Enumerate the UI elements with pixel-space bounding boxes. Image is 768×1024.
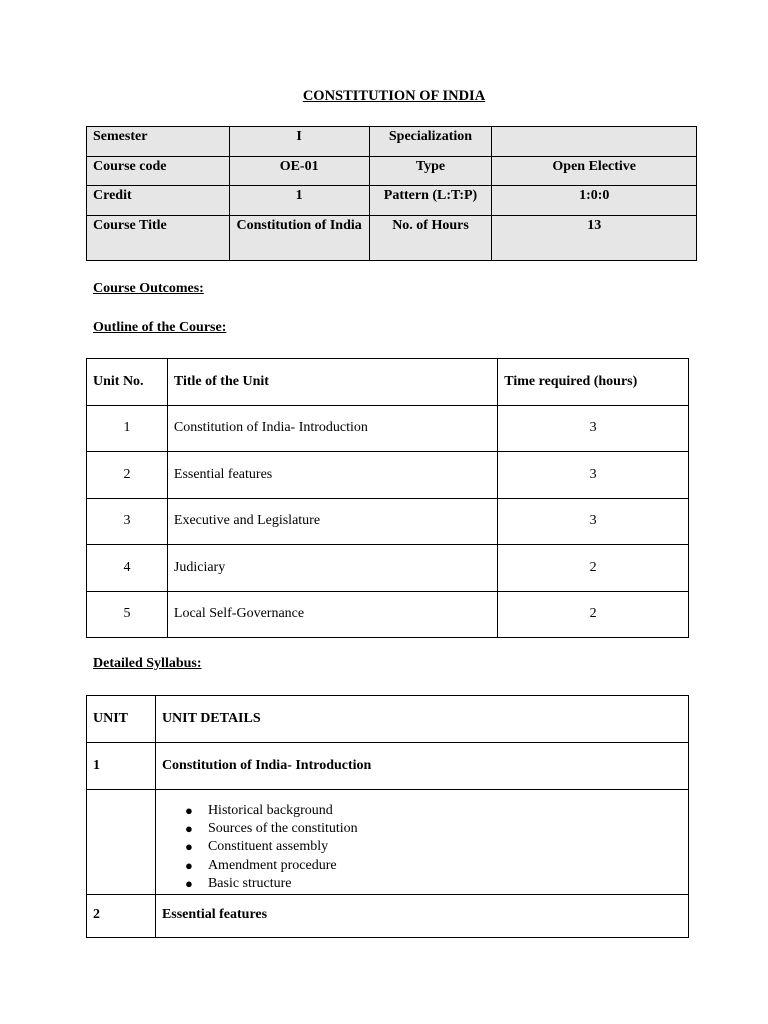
- syllabus-header-row: [87, 696, 689, 743]
- unit-title: Constitution of India- Introduction: [155, 743, 688, 790]
- topics-cell: [155, 790, 688, 895]
- table-row: [87, 591, 689, 638]
- unit-number: 1: [87, 405, 168, 452]
- list-item: [184, 838, 682, 856]
- info-label: No. of Hours: [369, 215, 492, 260]
- table-row: [87, 545, 689, 592]
- outline-heading: Outline of the Course:: [93, 320, 227, 335]
- topic-text: Historical background: [207, 803, 333, 818]
- bullet-icon: ●: [184, 875, 193, 891]
- column-header: Time required (hours): [498, 359, 689, 406]
- unit-number: 2: [87, 895, 156, 938]
- info-label: Semester: [87, 127, 230, 157]
- list-item: [184, 820, 682, 838]
- unit-title: Executive and Legislature: [167, 498, 497, 545]
- info-label: Credit: [87, 186, 230, 216]
- topic-text: Sources of the constitution: [207, 821, 358, 837]
- table-row: [87, 452, 689, 499]
- info-value: OE-01: [229, 156, 369, 186]
- info-row: [87, 215, 697, 260]
- unit-title: Judiciary: [167, 545, 497, 592]
- topic-text: Constituent assembly: [207, 839, 329, 855]
- topic-text: Amendment procedure: [207, 857, 337, 873]
- empty-cell: [87, 790, 156, 895]
- unit-hours: 2: [498, 545, 689, 592]
- info-label: Type: [369, 156, 492, 186]
- unit-number: 2: [87, 452, 168, 499]
- unit-title: Constitution of India- Introduction: [167, 405, 497, 452]
- topic-text: Basic structure: [207, 875, 292, 891]
- topic-list: [162, 802, 682, 893]
- outline-header-row: [87, 359, 689, 406]
- info-value: 1:0:0: [492, 186, 697, 216]
- unit-title: Essential features: [155, 895, 688, 938]
- info-label: Specialization: [369, 127, 492, 157]
- unit-number: 1: [87, 743, 156, 790]
- info-value: Constitution of India: [229, 215, 369, 260]
- unit-hours: 3: [498, 405, 689, 452]
- course-info-table: [86, 126, 697, 261]
- list-item: [184, 857, 682, 875]
- bullet-icon: ●: [184, 821, 193, 837]
- info-row: [87, 186, 697, 216]
- outline-table: [86, 358, 689, 638]
- info-row: [87, 127, 697, 157]
- page-title: CONSTITUTION OF INDIA: [302, 88, 486, 104]
- info-value: 13: [492, 215, 697, 260]
- unit-number: 5: [87, 591, 168, 638]
- unit-number: 3: [87, 498, 168, 545]
- info-value: [492, 127, 697, 157]
- column-header: UNIT: [87, 696, 156, 743]
- unit-hours: 3: [498, 452, 689, 499]
- table-row: [87, 405, 689, 452]
- unit-number: 4: [87, 545, 168, 592]
- syllabus-unit-row: [87, 895, 689, 938]
- list-item: [184, 802, 682, 820]
- info-label: Course code: [87, 156, 230, 186]
- column-header: UNIT DETAILS: [155, 696, 688, 743]
- syllabus-topics-row: [87, 790, 689, 895]
- info-value: 1: [229, 186, 369, 216]
- info-value: Open Elective: [492, 156, 697, 186]
- bullet-icon: ●: [184, 803, 193, 818]
- column-header: Unit No.: [87, 359, 168, 406]
- list-item: [184, 875, 682, 893]
- bullet-icon: ●: [184, 839, 193, 855]
- unit-hours: 2: [498, 591, 689, 638]
- bullet-icon: ●: [184, 857, 193, 873]
- syllabus-table: [86, 695, 689, 938]
- info-row: [87, 156, 697, 186]
- info-label: Course Title: [87, 215, 230, 260]
- course-outcomes-heading: Course Outcomes:: [93, 281, 204, 296]
- syllabus-unit-row: [87, 743, 689, 790]
- syllabus-heading: Detailed Syllabus:: [93, 656, 202, 671]
- column-header: Title of the Unit: [167, 359, 497, 406]
- table-row: [87, 498, 689, 545]
- unit-hours: 3: [498, 498, 689, 545]
- info-value: I: [229, 127, 369, 157]
- unit-title: Local Self-Governance: [167, 591, 497, 638]
- unit-title: Essential features: [167, 452, 497, 499]
- info-label: Pattern (L:T:P): [369, 186, 492, 216]
